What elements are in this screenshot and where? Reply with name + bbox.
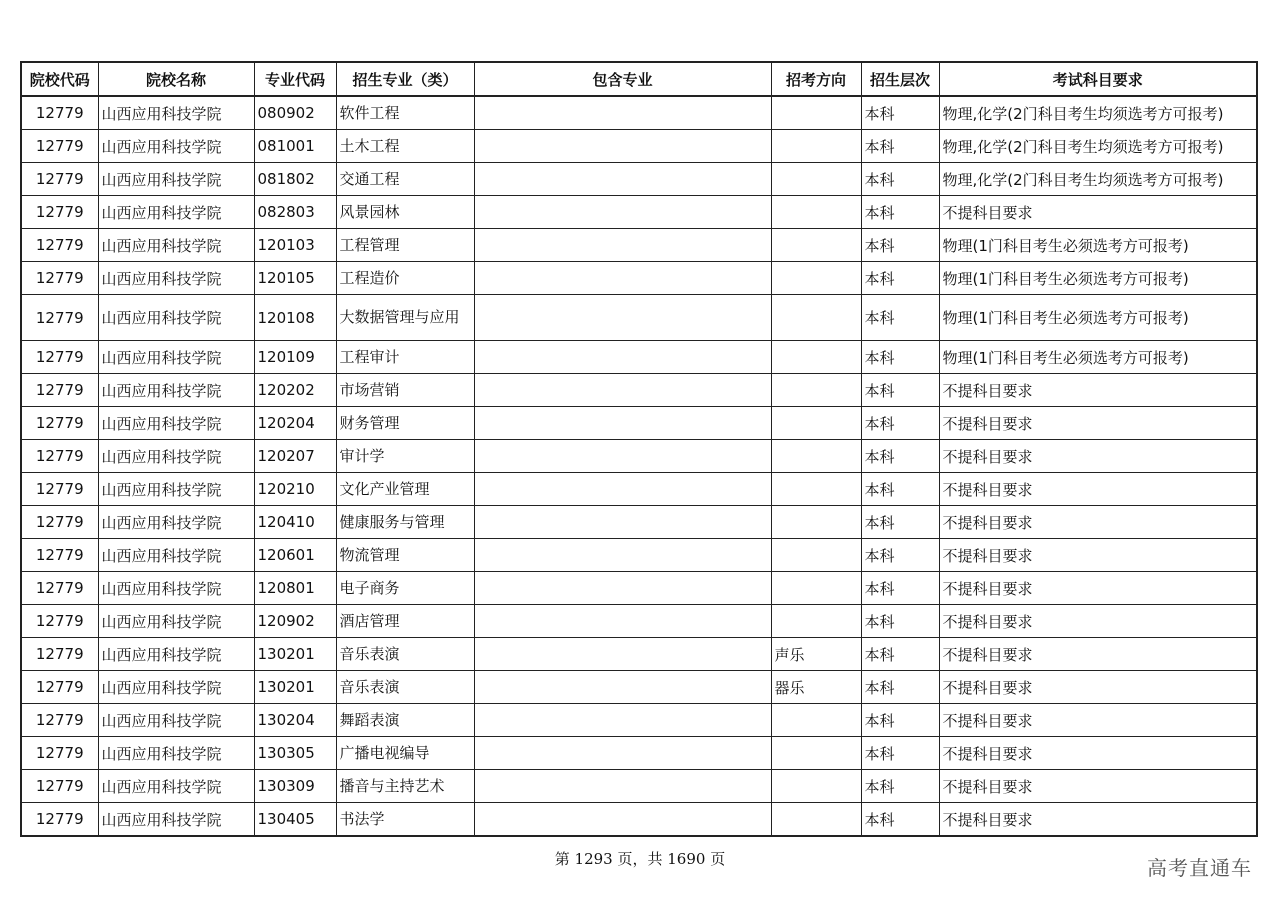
school-code-cell: 12779 (21, 407, 98, 440)
header-school-name: 院校名称 (98, 62, 254, 96)
direction-cell (771, 704, 861, 737)
major-code-cell: 120902 (254, 605, 336, 638)
header-school-code: 院校代码 (21, 62, 98, 96)
major-code-cell: 082803 (254, 196, 336, 229)
major-code-cell: 120207 (254, 440, 336, 473)
table-row (21, 572, 1257, 605)
table-row (21, 440, 1257, 473)
level-cell: 本科 (861, 704, 939, 737)
major-cell: 土木工程 (336, 130, 474, 163)
requirement-cell: 物理,化学(2门科目考生均须选考方可报考) (939, 130, 1257, 163)
major-cell: 财务管理 (336, 407, 474, 440)
school-name-cell: 山西应用科技学院 (98, 407, 254, 440)
header-requirement: 考试科目要求 (939, 62, 1257, 96)
header-included-majors: 包含专业 (474, 62, 771, 96)
major-code-cell: 120108 (254, 295, 336, 341)
direction-cell (771, 341, 861, 374)
school-name-cell: 山西应用科技学院 (98, 440, 254, 473)
included-majors-cell (474, 163, 771, 196)
school-code-cell: 12779 (21, 506, 98, 539)
requirement-cell: 不提科目要求 (939, 407, 1257, 440)
table-row (21, 638, 1257, 671)
included-majors-cell (474, 605, 771, 638)
direction-cell (771, 407, 861, 440)
requirement-cell: 物理(1门科目考生必须选考方可报考) (939, 341, 1257, 374)
major-cell: 音乐表演 (336, 638, 474, 671)
major-code-cell: 120801 (254, 572, 336, 605)
included-majors-cell (474, 407, 771, 440)
major-cell: 物流管理 (336, 539, 474, 572)
school-name-cell: 山西应用科技学院 (98, 96, 254, 130)
requirement-cell: 不提科目要求 (939, 605, 1257, 638)
major-code-cell: 120210 (254, 473, 336, 506)
requirement-cell: 不提科目要求 (939, 539, 1257, 572)
table-body (21, 96, 1257, 836)
school-code-cell: 12779 (21, 229, 98, 262)
requirement-cell: 物理(1门科目考生必须选考方可报考) (939, 229, 1257, 262)
school-name-cell: 山西应用科技学院 (98, 671, 254, 704)
level-cell: 本科 (861, 506, 939, 539)
table-row (21, 196, 1257, 229)
level-cell: 本科 (861, 770, 939, 803)
school-code-cell: 12779 (21, 605, 98, 638)
school-code-cell: 12779 (21, 196, 98, 229)
direction-cell (771, 737, 861, 770)
requirement-cell: 不提科目要求 (939, 572, 1257, 605)
level-cell: 本科 (861, 229, 939, 262)
major-code-cell: 081001 (254, 130, 336, 163)
school-name-cell: 山西应用科技学院 (98, 506, 254, 539)
direction-cell (771, 506, 861, 539)
direction-cell (771, 440, 861, 473)
table-row (21, 130, 1257, 163)
school-name-cell: 山西应用科技学院 (98, 130, 254, 163)
requirement-cell: 不提科目要求 (939, 473, 1257, 506)
major-cell: 音乐表演 (336, 671, 474, 704)
major-code-cell: 120202 (254, 374, 336, 407)
requirement-cell: 不提科目要求 (939, 737, 1257, 770)
direction-cell (771, 473, 861, 506)
level-cell: 本科 (861, 341, 939, 374)
school-name-cell: 山西应用科技学院 (98, 295, 254, 341)
direction-cell: 声乐 (771, 638, 861, 671)
table-row (21, 803, 1257, 837)
major-code-cell: 120105 (254, 262, 336, 295)
requirement-cell: 不提科目要求 (939, 506, 1257, 539)
table-row (21, 704, 1257, 737)
level-cell: 本科 (861, 539, 939, 572)
major-cell: 播音与主持艺术 (336, 770, 474, 803)
included-majors-cell (474, 473, 771, 506)
direction-cell (771, 262, 861, 295)
table-row (21, 341, 1257, 374)
included-majors-cell (474, 341, 771, 374)
requirement-cell: 不提科目要求 (939, 638, 1257, 671)
major-cell: 舞蹈表演 (336, 704, 474, 737)
level-cell: 本科 (861, 605, 939, 638)
level-cell: 本科 (861, 473, 939, 506)
school-name-cell: 山西应用科技学院 (98, 539, 254, 572)
direction-cell (771, 196, 861, 229)
school-code-cell: 12779 (21, 440, 98, 473)
table-row (21, 374, 1257, 407)
major-cell: 大数据管理与应用 (336, 295, 474, 341)
school-code-cell: 12779 (21, 737, 98, 770)
school-code-cell: 12779 (21, 96, 98, 130)
page-number: 第 1293 页，共 1690 页 (554, 850, 726, 868)
major-cell: 审计学 (336, 440, 474, 473)
major-cell: 工程管理 (336, 229, 474, 262)
major-cell: 酒店管理 (336, 605, 474, 638)
included-majors-cell (474, 803, 771, 837)
table-row (21, 407, 1257, 440)
major-code-cell: 120103 (254, 229, 336, 262)
school-code-cell: 12779 (21, 341, 98, 374)
major-cell: 风景园林 (336, 196, 474, 229)
table-row (21, 163, 1257, 196)
included-majors-cell (474, 704, 771, 737)
requirement-cell: 不提科目要求 (939, 770, 1257, 803)
major-code-cell: 130204 (254, 704, 336, 737)
major-code-cell: 130201 (254, 638, 336, 671)
table-row (21, 262, 1257, 295)
level-cell: 本科 (861, 130, 939, 163)
level-cell: 本科 (861, 163, 939, 196)
school-name-cell: 山西应用科技学院 (98, 605, 254, 638)
requirement-cell: 物理(1门科目考生必须选考方可报考) (939, 295, 1257, 341)
direction-cell (771, 229, 861, 262)
watermark: 高考直通车 (1147, 856, 1252, 880)
included-majors-cell (474, 96, 771, 130)
included-majors-cell (474, 295, 771, 341)
school-code-cell: 12779 (21, 539, 98, 572)
direction-cell (771, 770, 861, 803)
table-row (21, 229, 1257, 262)
major-cell: 电子商务 (336, 572, 474, 605)
major-cell: 交通工程 (336, 163, 474, 196)
school-name-cell: 山西应用科技学院 (98, 163, 254, 196)
level-cell: 本科 (861, 262, 939, 295)
major-cell: 软件工程 (336, 96, 474, 130)
table-row (21, 96, 1257, 130)
school-code-cell: 12779 (21, 803, 98, 837)
requirement-cell: 不提科目要求 (939, 440, 1257, 473)
requirement-cell: 物理(1门科目考生必须选考方可报考) (939, 262, 1257, 295)
school-name-cell: 山西应用科技学院 (98, 196, 254, 229)
major-cell: 健康服务与管理 (336, 506, 474, 539)
requirement-cell: 不提科目要求 (939, 803, 1257, 837)
major-code-cell: 120109 (254, 341, 336, 374)
school-name-cell: 山西应用科技学院 (98, 803, 254, 837)
major-cell: 市场营销 (336, 374, 474, 407)
direction-cell (771, 96, 861, 130)
included-majors-cell (474, 737, 771, 770)
level-cell: 本科 (861, 374, 939, 407)
included-majors-cell (474, 671, 771, 704)
school-code-cell: 12779 (21, 130, 98, 163)
school-name-cell: 山西应用科技学院 (98, 638, 254, 671)
table-row (21, 473, 1257, 506)
header-major: 招生专业（类） (336, 62, 474, 96)
table-row (21, 539, 1257, 572)
table-row (21, 295, 1257, 341)
table-row (21, 506, 1257, 539)
requirement-cell: 不提科目要求 (939, 671, 1257, 704)
table-row (21, 770, 1257, 803)
included-majors-cell (474, 229, 771, 262)
level-cell: 本科 (861, 737, 939, 770)
school-code-cell: 12779 (21, 473, 98, 506)
included-majors-cell (474, 506, 771, 539)
included-majors-cell (474, 374, 771, 407)
major-code-cell: 120204 (254, 407, 336, 440)
requirement-cell: 不提科目要求 (939, 374, 1257, 407)
school-name-cell: 山西应用科技学院 (98, 737, 254, 770)
major-code-cell: 120601 (254, 539, 336, 572)
requirement-cell: 物理,化学(2门科目考生均须选考方可报考) (939, 96, 1257, 130)
level-cell: 本科 (861, 572, 939, 605)
level-cell: 本科 (861, 407, 939, 440)
included-majors-cell (474, 262, 771, 295)
requirement-cell: 不提科目要求 (939, 196, 1257, 229)
major-code-cell: 080902 (254, 96, 336, 130)
school-code-cell: 12779 (21, 704, 98, 737)
school-name-cell: 山西应用科技学院 (98, 473, 254, 506)
table-row (21, 737, 1257, 770)
level-cell: 本科 (861, 196, 939, 229)
included-majors-cell (474, 770, 771, 803)
school-code-cell: 12779 (21, 671, 98, 704)
major-cell: 文化产业管理 (336, 473, 474, 506)
table-row (21, 605, 1257, 638)
major-code-cell: 130405 (254, 803, 336, 837)
school-name-cell: 山西应用科技学院 (98, 374, 254, 407)
direction-cell (771, 374, 861, 407)
direction-cell (771, 605, 861, 638)
table-row (21, 671, 1257, 704)
school-code-cell: 12779 (21, 374, 98, 407)
level-cell: 本科 (861, 803, 939, 837)
school-code-cell: 12779 (21, 163, 98, 196)
included-majors-cell (474, 638, 771, 671)
direction-cell (771, 572, 861, 605)
included-majors-cell (474, 130, 771, 163)
direction-cell (771, 130, 861, 163)
major-code-cell: 130201 (254, 671, 336, 704)
direction-cell (771, 539, 861, 572)
school-name-cell: 山西应用科技学院 (98, 262, 254, 295)
header-major-code: 专业代码 (254, 62, 336, 96)
school-name-cell: 山西应用科技学院 (98, 572, 254, 605)
requirement-cell: 物理,化学(2门科目考生均须选考方可报考) (939, 163, 1257, 196)
level-cell: 本科 (861, 440, 939, 473)
school-code-cell: 12779 (21, 572, 98, 605)
major-code-cell: 130305 (254, 737, 336, 770)
level-cell: 本科 (861, 671, 939, 704)
school-code-cell: 12779 (21, 262, 98, 295)
school-name-cell: 山西应用科技学院 (98, 770, 254, 803)
included-majors-cell (474, 440, 771, 473)
level-cell: 本科 (861, 96, 939, 130)
school-name-cell: 山西应用科技学院 (98, 229, 254, 262)
included-majors-cell (474, 196, 771, 229)
direction-cell (771, 295, 861, 341)
admissions-table (20, 61, 1258, 837)
direction-cell: 器乐 (771, 671, 861, 704)
major-code-cell: 130309 (254, 770, 336, 803)
header-level: 招生层次 (861, 62, 939, 96)
major-cell: 工程造价 (336, 262, 474, 295)
requirement-cell: 不提科目要求 (939, 704, 1257, 737)
major-cell: 书法学 (336, 803, 474, 837)
school-code-cell: 12779 (21, 295, 98, 341)
major-cell: 工程审计 (336, 341, 474, 374)
header-direction: 招考方向 (771, 62, 861, 96)
header-row (21, 62, 1257, 96)
included-majors-cell (474, 539, 771, 572)
major-code-cell: 081802 (254, 163, 336, 196)
school-name-cell: 山西应用科技学院 (98, 341, 254, 374)
level-cell: 本科 (861, 295, 939, 341)
major-code-cell: 120410 (254, 506, 336, 539)
school-code-cell: 12779 (21, 638, 98, 671)
level-cell: 本科 (861, 638, 939, 671)
school-code-cell: 12779 (21, 770, 98, 803)
major-cell: 广播电视编导 (336, 737, 474, 770)
direction-cell (771, 803, 861, 837)
school-name-cell: 山西应用科技学院 (98, 704, 254, 737)
direction-cell (771, 163, 861, 196)
included-majors-cell (474, 572, 771, 605)
